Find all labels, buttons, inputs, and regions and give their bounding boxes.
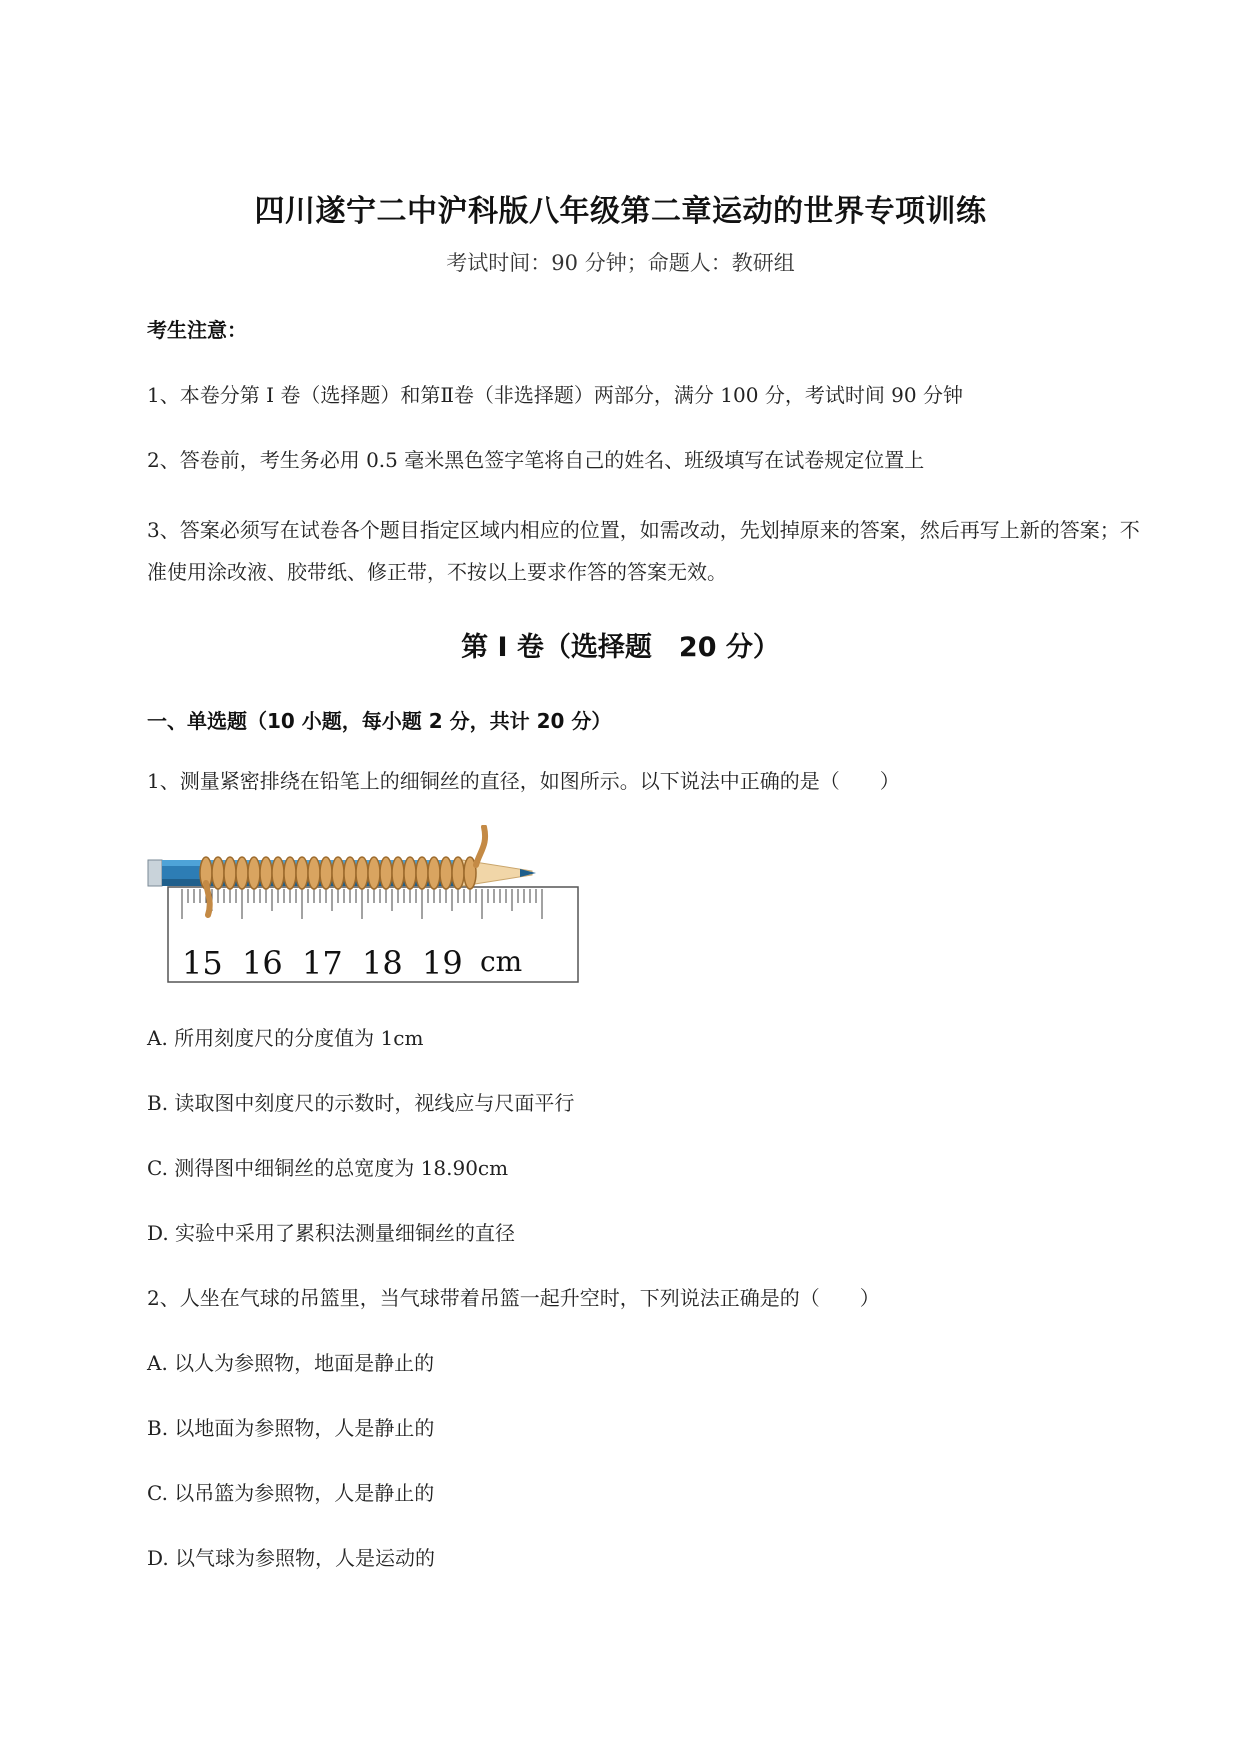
ruler-label-15: 15: [182, 944, 223, 982]
question-1-option-b: B. 读取图中刻度尺的示数时，视线应与尺面平行: [147, 1091, 575, 1115]
exam-title: 四川遂宁二中沪科版八年级第二章运动的世界专项训练: [254, 194, 987, 229]
ruler-label-18: 18: [362, 944, 403, 982]
wire-coil: [380, 857, 392, 889]
notice-item-1: 1、本卷分第 I 卷（选择题）和第Ⅱ卷（非选择题）两部分，满分 100 分，考试时间 90 分钟: [147, 383, 963, 407]
question-1-option-c: C. 测得图中细铜丝的总宽度为 18.90cm: [147, 1156, 509, 1180]
question-1-option-a: A. 所用刻度尺的分度值为 1cm: [147, 1026, 424, 1050]
question-2-option-c: C. 以吊篮为参照物，人是静止的: [147, 1481, 435, 1505]
wire-coil: [344, 857, 356, 889]
wire-coil: [356, 857, 368, 889]
ruler-label-16: 16: [242, 944, 283, 982]
question-1-stem: 1、测量紧密排绕在铅笔上的细铜丝的直径，如图所示。以下说法中正确的是（ ）: [147, 769, 900, 793]
wire-coil: [284, 857, 296, 889]
wire-coil: [428, 857, 440, 889]
wire-coil: [308, 857, 320, 889]
wire-coil: [320, 857, 332, 889]
wire-coil: [332, 857, 344, 889]
wire-coil: [212, 857, 224, 889]
wire-coil: [236, 857, 248, 889]
wire-coil: [248, 857, 260, 889]
wire-coil: [404, 857, 416, 889]
wire-coil: [452, 857, 464, 889]
part-heading: 一、单选题（10 小题，每小题 2 分，共计 20 分）: [147, 709, 612, 733]
question-1-option-d: D. 实验中采用了累积法测量细铜丝的直径: [147, 1221, 516, 1245]
section-title: 第 I 卷（选择题 20 分）: [461, 632, 780, 663]
wire-coil: [440, 857, 452, 889]
question-2-option-a: A. 以人为参照物，地面是静止的: [147, 1351, 435, 1375]
wire-coil: [368, 857, 380, 889]
wire-coil: [224, 857, 236, 889]
wire-end-top: [476, 827, 485, 865]
pencil-ruler-figure: [144, 825, 584, 989]
wire-coil: [392, 857, 404, 889]
ruler-label-19: 19: [422, 944, 463, 982]
notice-item-2: 2、答卷前，考生务必用 0.5 毫米黑色签字笔将自己的姓名、班级填写在试卷规定位置上: [147, 448, 925, 472]
wire-coil: [296, 857, 308, 889]
exam-subtitle: 考试时间：90 分钟；命题人：教研组: [446, 251, 795, 275]
wire-end-bottom: [206, 883, 210, 915]
question-2-option-d: D. 以气球为参照物，人是运动的: [147, 1546, 436, 1570]
question-2-stem: 2、人坐在气球的吊篮里，当气球带着吊篮一起升空时，下列说法正确是的（ ）: [147, 1286, 880, 1310]
question-2-option-b: B. 以地面为参照物，人是静止的: [147, 1416, 435, 1440]
ruler-unit: cm: [480, 945, 523, 978]
wire-coil: [272, 857, 284, 889]
wire-coil: [260, 857, 272, 889]
notice-item-3: 3、答案必须写在试卷各个题目指定区域内相应的位置，如需改动，先划掉原来的答案，然后再写上新的答案；不准使用涂改液、胶带纸、修正带，不按以上要求作答的答案无效。: [147, 518, 1140, 584]
wire-coil: [416, 857, 428, 889]
pencil-end-cap: [148, 860, 162, 886]
ruler-label-17: 17: [302, 944, 343, 982]
notice-heading: 考生注意：: [147, 318, 247, 342]
